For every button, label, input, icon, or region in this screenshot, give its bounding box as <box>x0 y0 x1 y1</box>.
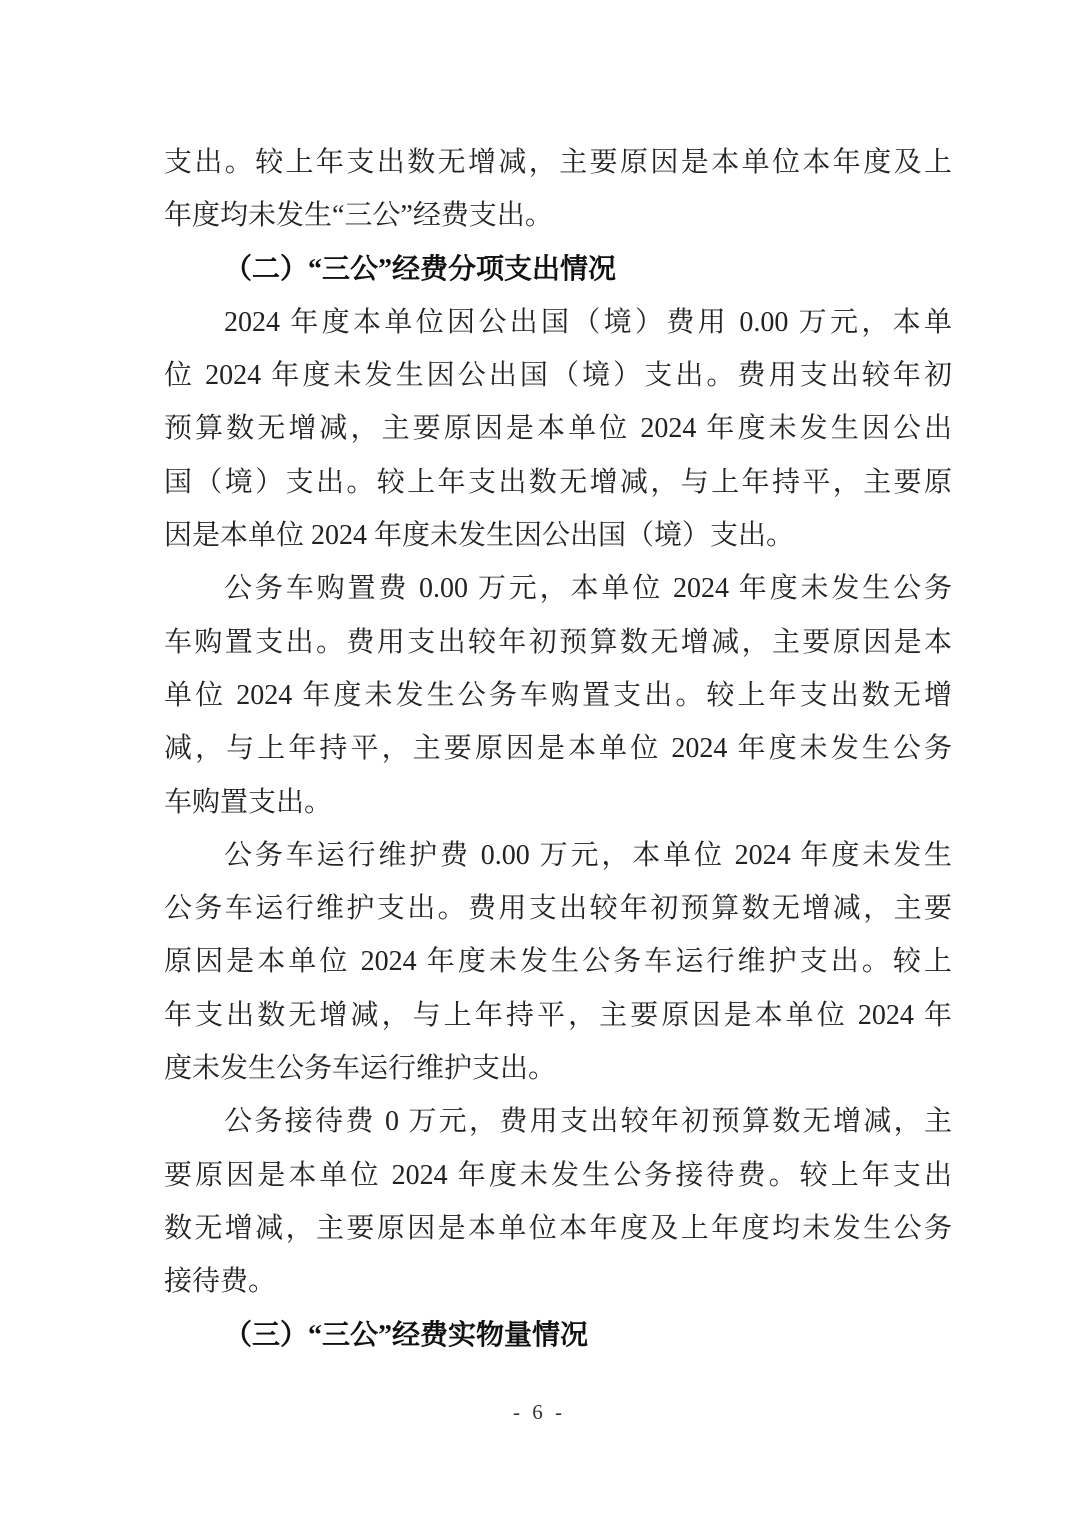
text-line: 公务车购置费 0.00 万元，本单位 2024 年度未发生公务 <box>224 573 952 605</box>
text-line: 年支出数无增减，与上年持平，主要原因是本单位 2024 年 <box>164 999 952 1031</box>
text-line: （二）“三公”经费分项支出情况 <box>224 253 617 285</box>
text-line: 公务车运行维护支出。费用支出较年初预算数无增减，主要 <box>164 893 952 925</box>
text-line: 位 2024 年度未发生因公出国（境）支出。费用支出较年初 <box>164 360 952 392</box>
section-heading <box>164 243 952 296</box>
text-line: 接待费。 <box>164 1266 277 1298</box>
text-line: 原因是本单位 2024 年度未发生公务车运行维护支出。较上 <box>164 946 952 978</box>
document-body <box>164 136 952 1362</box>
text-line: 减，与上年持平，主要原因是本单位 2024 年度未发生公务 <box>164 733 952 765</box>
text-line: 国（境）支出。较上年支出数无增减，与上年持平，主要原 <box>164 466 952 498</box>
text-line: 预算数无增减，主要原因是本单位 2024 年度未发生因公出 <box>164 413 952 445</box>
text-line: 车购置支出。 <box>164 786 333 818</box>
paragraph <box>164 136 952 243</box>
paragraph <box>164 296 952 562</box>
text-line: 因是本单位 2024 年度未发生因公出国（境）支出。 <box>164 520 795 552</box>
text-line: 年度均未发生“三公”经费支出。 <box>164 200 553 232</box>
text-line: 度未发生公务车运行维护支出。 <box>164 1053 557 1085</box>
page-number: - 6 - <box>513 1400 562 1424</box>
text-line: 公务接待费 0 万元，费用支出较年初预算数无增减，主 <box>224 1106 952 1138</box>
text-line: 公务车运行维护费 0.00 万元，本单位 2024 年度未发生 <box>224 839 952 871</box>
text-line: 数无增减，主要原因是本单位本年度及上年度均未发生公务 <box>164 1212 952 1244</box>
text-line: 2024 年度本单位因公出国（境）费用 0.00 万元，本单 <box>224 306 952 338</box>
section-heading <box>164 1309 952 1362</box>
paragraph <box>164 1095 952 1308</box>
text-line: 单位 2024 年度未发生公务车购置支出。较上年支出数无增 <box>164 679 952 711</box>
text-line: 车购置支出。费用支出较年初预算数无增减，主要原因是本 <box>164 626 952 658</box>
text-line: 支出。较上年支出数无增减，主要原因是本单位本年度及上 <box>164 147 952 178</box>
text-line: 要原因是本单位 2024 年度未发生公务接待费。较上年支出 <box>164 1159 952 1191</box>
paragraph <box>164 829 952 1095</box>
page-footer <box>0 1400 1075 1425</box>
paragraph <box>164 562 952 828</box>
text-line: （三）“三公”经费实物量情况 <box>224 1319 589 1351</box>
